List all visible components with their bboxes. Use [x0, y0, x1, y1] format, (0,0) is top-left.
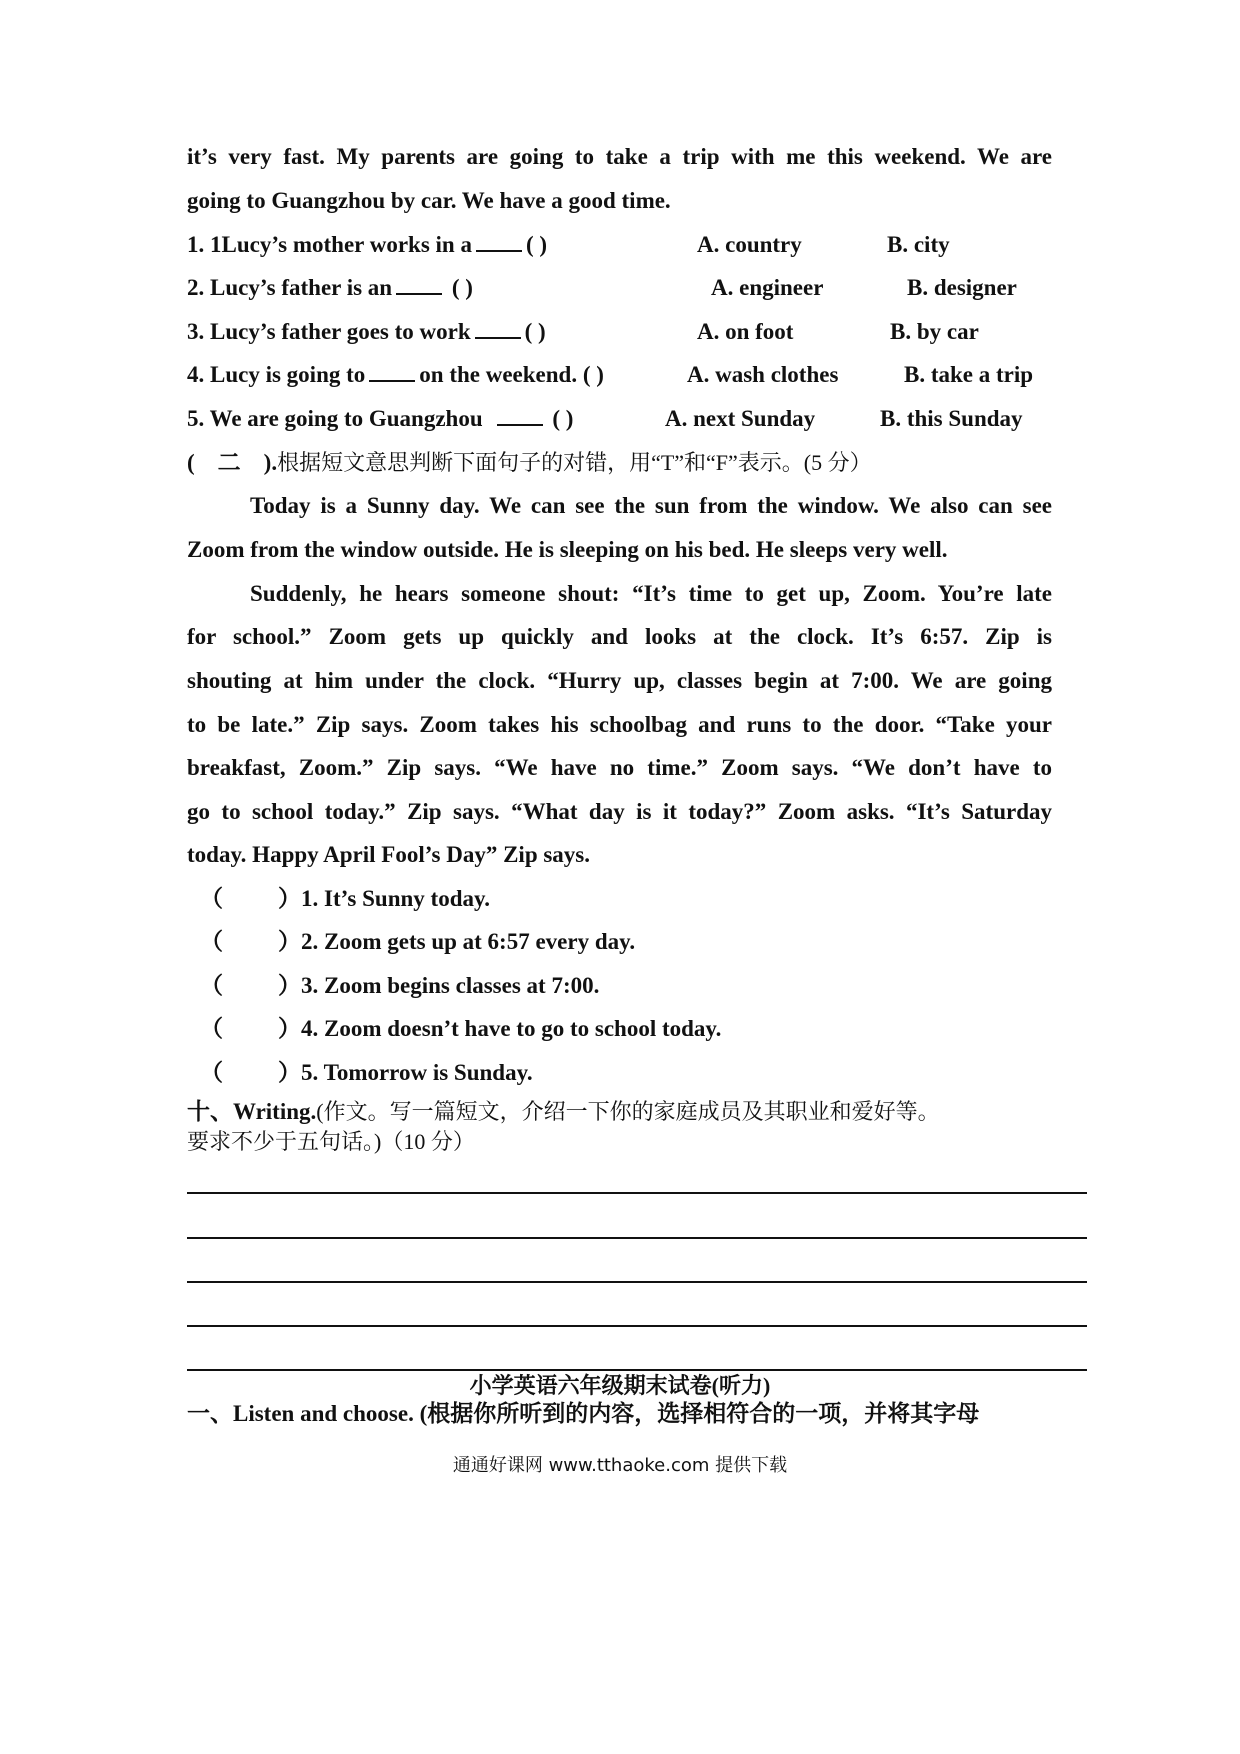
option-b: B. by car: [890, 319, 979, 344]
answer-paren-right: ）: [278, 929, 301, 954]
question-stem: 4. Lucy is going to: [187, 362, 366, 387]
question-stem: 3. Lucy’s father goes to work: [187, 319, 471, 344]
passage-line: today. Happy April Fool’s Day” Zip says.: [187, 842, 591, 867]
answer-paren-right: ）: [278, 1016, 301, 1041]
answer-paren[interactable]: ( ): [524, 319, 546, 344]
section-number: ( 二 ).: [187, 450, 278, 475]
passage-line: Today is a Sunny day. We can see the sun from the window. We also can see: [250, 493, 1052, 518]
answer-blank[interactable]: [476, 232, 522, 252]
answer-paren[interactable]: ( ): [451, 275, 473, 300]
option-a: A. country: [697, 232, 802, 257]
tf-statement: 2. Zoom gets up at 6:57 every day.: [301, 929, 636, 954]
answer-paren[interactable]: ( ): [552, 406, 574, 431]
answer-blank[interactable]: [497, 406, 543, 426]
option-b: B. this Sunday: [880, 406, 1023, 431]
tf-question: [200, 971, 599, 1001]
writing-answer-line[interactable]: [187, 1281, 1087, 1283]
option-b: B. take a trip: [904, 362, 1034, 387]
answer-blank[interactable]: [369, 362, 415, 382]
writing-instruction: (作文。写一篇短文，介绍一下你的家庭成员及其职业和爱好等。: [316, 1099, 940, 1124]
answer-paren-left[interactable]: （: [200, 1060, 223, 1085]
passage-line: going to Guangzhou by car. We have a good time.: [187, 188, 671, 213]
answer-paren-left[interactable]: （: [200, 973, 223, 998]
listening-title: 小学英语六年级期末试卷(听力): [469, 1373, 771, 1398]
tf-statement: 5. Tomorrow is Sunday.: [301, 1060, 533, 1085]
answer-paren-right: ）: [278, 973, 301, 998]
tf-statement: 4. Zoom doesn’t have to go to school today.: [301, 1016, 722, 1041]
writing-label: 十、Writing.: [187, 1099, 317, 1124]
option-a: A. next Sunday: [665, 406, 816, 431]
tf-question: [200, 884, 490, 914]
answer-paren-left[interactable]: （: [200, 886, 223, 911]
writing-answer-line[interactable]: [187, 1237, 1087, 1239]
question-stem: 5. We are going to Guangzhou: [187, 406, 483, 431]
tf-question: [200, 1058, 533, 1088]
answer-blank[interactable]: [475, 319, 521, 339]
passage-line: Zoom from the window outside. He is sleeping on his bed. He sleeps very well.: [187, 537, 948, 562]
passage-line: it’s very fast. My parents are going to take a trip with me this weekend. We are: [187, 144, 1052, 169]
passage-line: breakfast, Zoom.” Zip says. “We have no time.” Zoom says. “We don’t have to: [187, 755, 1052, 780]
option-a: A. wash clothes: [687, 362, 839, 387]
answer-paren[interactable]: ( ): [525, 232, 548, 257]
passage-line: for school.” Zoom gets up quickly and looks at the clock. It’s 6:57. Zip is: [187, 624, 1052, 649]
tf-statement: 3. Zoom begins classes at 7:00.: [301, 973, 600, 998]
option-b: B. city: [887, 232, 950, 257]
answer-paren-left[interactable]: （: [200, 1016, 223, 1041]
tf-question: [200, 927, 635, 957]
section-instruction: 根据短文意思判断下面句子的对错，用“T”和“F”表示。(5 分）: [277, 450, 872, 475]
passage-line: go to school today.” Zip says. “What day is it today?” Zoom asks. “It’s Saturday: [187, 799, 1052, 824]
writing-answer-line[interactable]: [187, 1192, 1087, 1194]
option-a: A. on foot: [697, 319, 794, 344]
writing-instruction-2: 要求不少于五句话。)（10 分）: [187, 1129, 475, 1154]
answer-paren-right: ）: [278, 1060, 301, 1085]
listening-section-heading: 一、Listen and choose. (根据你所听到的内容，选择相符合的一项，并将其字母: [187, 1401, 980, 1426]
answer-blank[interactable]: [396, 275, 442, 295]
answer-paren-left[interactable]: （: [200, 929, 223, 954]
passage-line: shouting at him under the clock. “Hurry up, classes begin at 7:00. We are going: [187, 668, 1052, 693]
answer-paren[interactable]: ( ): [582, 362, 604, 387]
question-stem: 1. 1Lucy’s mother works in a: [187, 232, 472, 257]
question-stem-after: on the weekend.: [419, 362, 578, 387]
answer-paren-right: ）: [278, 886, 301, 911]
option-b: B. designer: [907, 275, 1017, 300]
section-heading: [187, 448, 872, 478]
writing-heading: [187, 1097, 940, 1127]
tf-statement: 1. It’s Sunny today.: [301, 886, 490, 911]
passage-line: Suddenly, he hears someone shout: “It’s time to get up, Zoom. You’re late: [250, 581, 1052, 606]
footer-source: 通通好课网 www.tthaoke.com 提供下载: [452, 1455, 788, 1476]
passage-line: to be late.” Zip says. Zoom takes his schoolbag and runs to the door. “Take your: [187, 712, 1052, 737]
question-stem: 2. Lucy’s father is an: [187, 275, 393, 300]
writing-answer-line[interactable]: [187, 1325, 1087, 1327]
tf-question: [200, 1014, 721, 1044]
option-a: A. engineer: [711, 275, 824, 300]
